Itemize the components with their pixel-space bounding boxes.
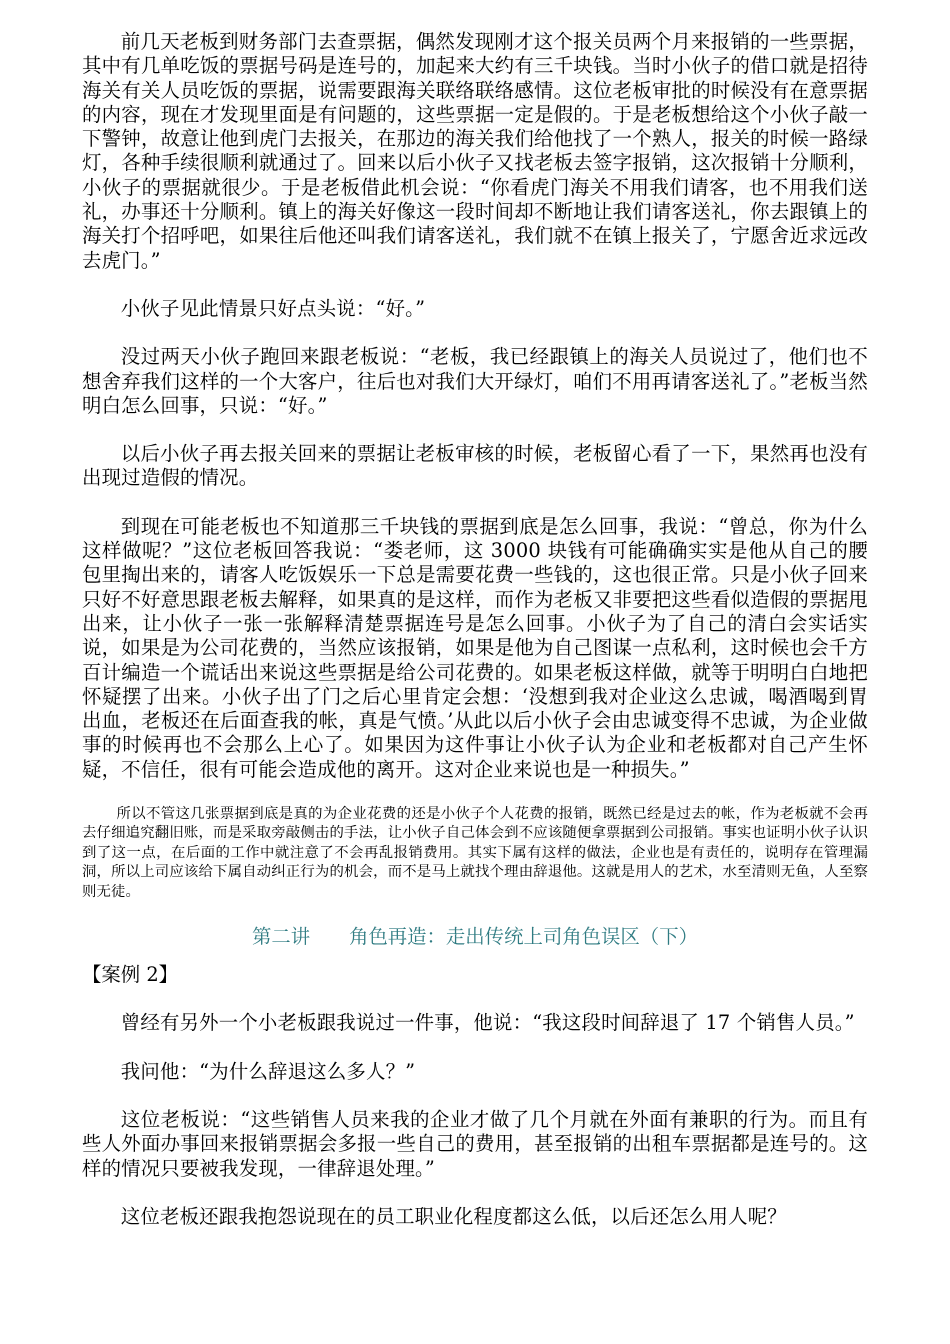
- paragraph-boss-reason: 这位老板说：“这些销售人员来我的企业才做了几个月就在外面有兼职的行为。而且有些人外面办事回来报销票据会多报一些自己的费用，甚至报销的出租车票据都是连号的。这样的情况只要被我发现，一律辞退处理。”: [82, 1107, 868, 1180]
- document-page: [82, 30, 868, 1229]
- paragraph-young-man-agrees: 小伙子见此情景只好点头说：“好。”: [120, 296, 426, 320]
- paragraph-fired-salespeople: 曾经有另外一个小老板跟我说过一件事，他说：“我这段时间辞退了 17 个销售人员。”: [120, 1011, 855, 1035]
- paragraph-why-question: 我问他：“为什么辞退这么多人？”: [120, 1059, 416, 1083]
- paragraph-young-man-reports: 没过两天小伙子跑回来跟老板说：“老板，我已经跟镇上的海关人员说过了，他们也不想舍弃我们这样的一个大客户，往后也对我们大开绿灯，咱们不用再请客送礼了。”老板当然明白怎么回事，只说：“好。”: [82, 345, 868, 417]
- paragraph-boss-explains: 到现在可能老板也不知道那三千块钱的票据到底是怎么回事，我说：“曾总，你为什么这样做呢？”这位老板回答我说：“娄老师，这 3000 块钱有可能确确实实是他从自己的腰包里掏出来的，请客人吃饭娱乐一下总是需要花费一些钱的，这也很正常。只是小伙子回来只好不好意思跟老板去解释，如果真的是这样，而作为老板又非要把这些看似造假的票据甩出来，让小伙子一张一张解释清楚票据连号是怎么回事。小伙子为了自己的清白会实话实说，如果是为公司花费的，当然应该报销，如果是他为自己图谋一点私利，这时候也会千方百计编造一个谎话出来说这些票据是给公司花费的。如果老板这样做，就等于明明白白地把怀疑摆了出来。小伙子出了门之后心里肯定会想：‘没想到我对企业这么忠诚，喝酒喝到胃出血，老板还在后面查我的帐，真是气愤。’从此以后小伙子会由忠诚变得不忠诚，为企业做事的时候再也不会那么上心了。如果因为这件事让小伙子认为企业和老板都对自己产生怀疑，不信任，很有可能会造成他的离开。这对企业来说也是一种损失。”: [82, 514, 868, 781]
- paragraph-no-more-fraud: 以后小伙子再去报关回来的票据让老板审核的时候，老板留心看了一下，果然再也没有出现过造假的情况。: [82, 442, 868, 490]
- lecture-heading: 第二讲 角色再造：走出传统上司角色误区（下）: [252, 925, 698, 949]
- case-label: 【案例 2】: [82, 963, 179, 987]
- paragraph-boss-complains: 这位老板还跟我抱怨说现在的员工职业化程度都这么低，以后还怎么用人呢？: [120, 1204, 787, 1228]
- paragraph-commentary: 所以不管这几张票据到底是真的为企业花费的还是小伙子个人花费的报销，既然已经是过去的帐，作为老板就不会再去仔细追究翻旧账，而是采取旁敲侧击的手法，让小伙子自己体会到不应该随便拿票据到公司报销。事实也证明小伙子认识到了这一点，在后面的工作中就注意了不会再乱报销费用。其实下属有这样的做法，企业也是有责任的，说明存在管理漏洞，所以上司应该给下属自动纠正行为的机会，而不是马上就找个理由辞退他。这就是用人的艺术，水至清则无鱼，人至察则无徒。: [82, 806, 868, 900]
- paragraph-boss-checks-receipts: 前几天老板到财务部门去查票据，偶然发现刚才这个报关员两个月来报销的一些票据，其中有几单吃饭的票据号码是连号的，加起来大约有三千块钱。当时小伙子的借口就是招待海关有关人员吃饭的票据，说需要跟海关联络联络感情。这位老板审批的时候没有在意票据的内容，现在才发现里面是有问题的，这些票据一定是假的。于是老板想给这个小伙子敲一下警钟，故意让他到虎门去报关，在那边的海关我们给他找了一个熟人，报关的时候一路绿灯，各种手续很顺利就通过了。回来以后小伙子又找老板去签字报销，这次报销十分顺利，小伙子的票据就很少。于是老板借此机会说：“你看虎门海关不用我们请客，也不用我们送礼，办事还十分顺利。镇上的海关好像这一段时间却不断地让我们请客送礼，你去跟镇上的海关打个招呼吧，如果往后他还叫我们请客送礼，我们就不在镇上报关了，宁愿舍近求远改去虎门。”: [82, 30, 868, 272]
